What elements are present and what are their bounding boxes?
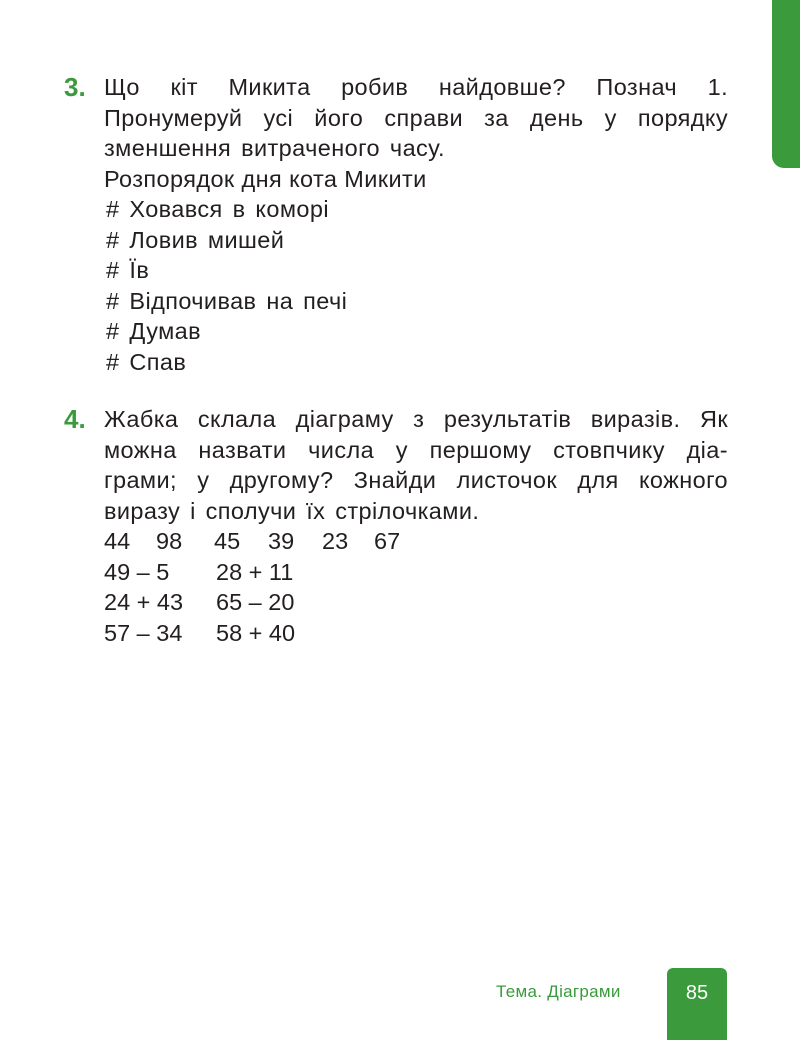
schedule-item: # Думав <box>106 318 202 344</box>
page-number: 85 <box>667 968 727 1040</box>
task-3-line: Пронумеруй усі його справи за день у порядку <box>104 104 728 131</box>
expression: 24 + 43 <box>104 589 184 615</box>
task-4-body <box>104 404 728 648</box>
task-3-line: зменшення витраченого часу. <box>104 135 445 161</box>
schedule-item: # Ловив мишей <box>106 226 285 253</box>
task-4-line: Жабка склала діаграму з результатів виразів. Як <box>104 406 728 432</box>
task-3 <box>64 72 728 377</box>
result-number: 39 <box>268 528 295 554</box>
side-tab-marker <box>772 0 800 168</box>
task-4-line: грами; у другому? Знайди листочок для кожного <box>104 467 728 493</box>
task-3-number: 3. <box>64 72 86 102</box>
schedule-title: Розпорядок дня кота Микити <box>104 165 427 192</box>
result-number: 45 <box>214 528 241 554</box>
task-4-line: можна назвати числа у першому стовпчику діа- <box>104 436 728 463</box>
schedule-item: # Відпочивав на печі <box>106 287 348 314</box>
expression: 58 + 40 <box>216 619 296 646</box>
task-4-line: виразу і сполучи їх стрілочками. <box>104 497 480 524</box>
expression: 49 – 5 <box>104 558 170 585</box>
schedule-item: # Ховався в коморі <box>106 196 329 222</box>
expression: 65 – 20 <box>216 589 295 615</box>
task-4 <box>64 404 728 648</box>
expression: 57 – 34 <box>104 619 183 646</box>
expression-row <box>104 587 728 618</box>
expression: 28 + 11 <box>216 558 294 585</box>
schedule-item: # Спав <box>106 348 187 375</box>
task-3-line: Що кіт Микита робив найдовше? Познач 1. <box>104 74 728 100</box>
result-number: 67 <box>374 528 401 554</box>
result-number: 44 <box>104 528 131 554</box>
task-3-body <box>104 72 728 377</box>
result-number: 98 <box>156 528 183 554</box>
schedule-item: # Їв <box>106 257 150 283</box>
expression-row <box>104 618 728 649</box>
results-row <box>104 526 728 557</box>
result-number: 23 <box>322 528 349 554</box>
footer-topic: Тема. Діаграми <box>496 982 621 1001</box>
expression-row <box>104 557 728 588</box>
task-4-number: 4. <box>64 404 86 434</box>
